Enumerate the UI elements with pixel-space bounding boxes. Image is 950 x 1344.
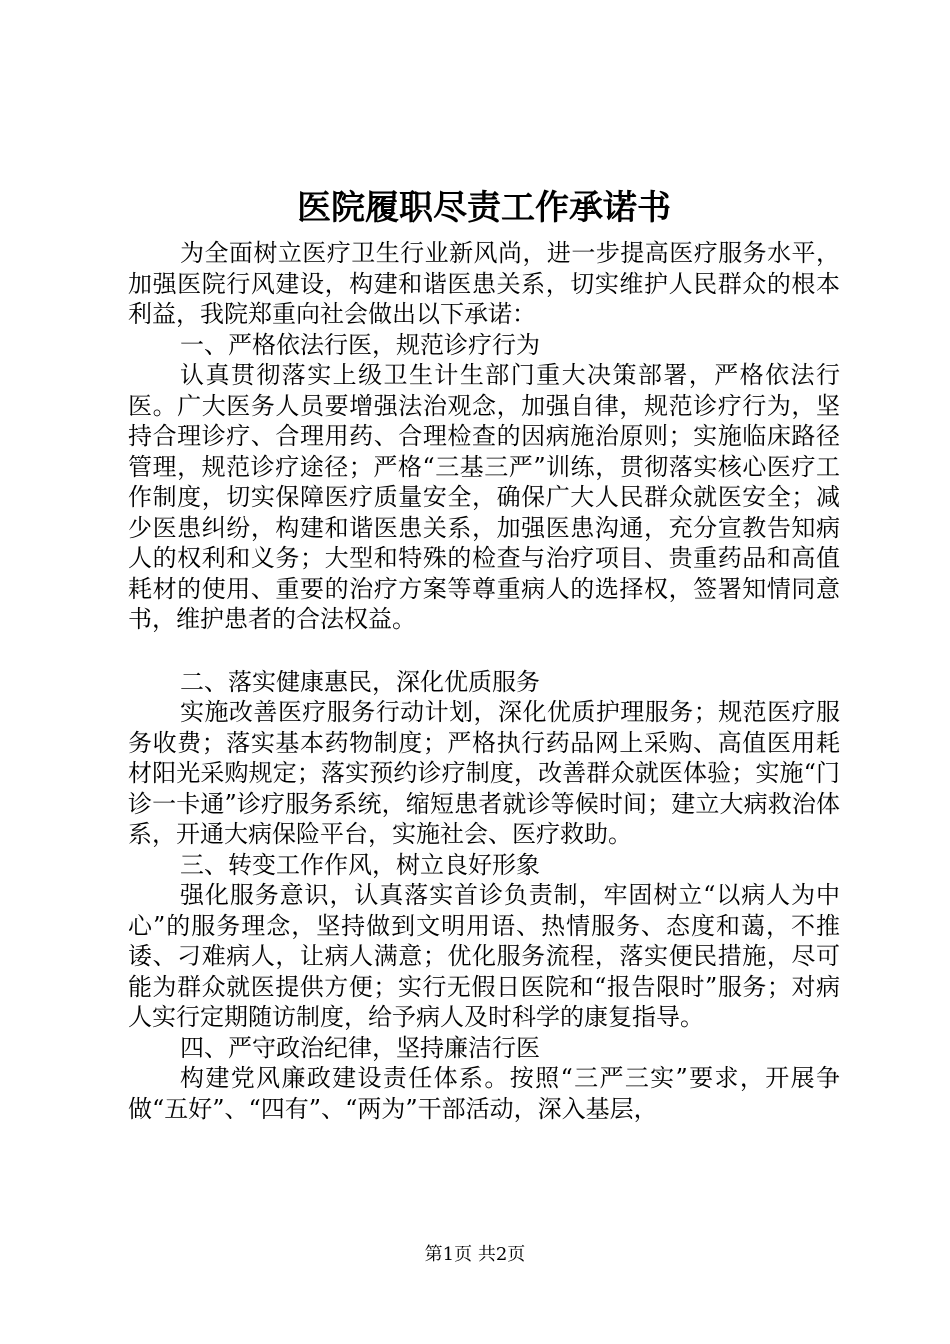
intro-paragraph: 为全面树立医疗卫生行业新风尚，进一步提高医疗服务水平，加强医院行风建设，构建和谐医患关系，切实维护人民群众的根本利益，我院郑重向社会做出以下承诺：: [128, 239, 840, 328]
section-1-body: 认真贯彻落实上级卫生计生部门重大决策部署，严格依法行医。广大医务人员要增强法治观念，加强自律，规范诊疗行为，坚持合理诊疗、合理用药、合理检查的因病施治原则；实施临床路径管理，规范诊疗途径；严格“三基三严”训练，贯彻落实核心医疗工作制度，切实保障医疗质量安全，确保广大人民群众就医安全；减少医患纠纷，构建和谐医患关系，加强医患沟通，充分宣教告知病人的权利和义务；大型和特殊的检查与治疗项目、贵重药品和高值耗材的使用、重要的治疗方案等尊重病人的选择权，签署知情同意书，维护患者的合法权益。: [128, 361, 840, 633]
section-1-heading: 一、严格依法行医，规范诊疗行为: [180, 330, 540, 359]
section-2-body: 实施改善医疗服务行动计划，深化优质护理服务；规范医疗服务收费；落实基本药物制度；严格执行药品网上采购、高值医用耗材阳光采购规定；落实预约诊疗制度，改善群众就医体验；实施“门诊一卡通”诊疗服务系统，缩短患者就诊等候时间；建立大病救治体系，开通大病保险平台，实施社会、医疗救助。: [128, 698, 840, 848]
paragraph-spacer: [128, 635, 840, 667]
page-number-footer: 第1页 共2页: [424, 1244, 526, 1265]
section-4-body: 构建党风廉政建设责任体系。按照“三严三实”要求，开展争做“五好”、“四有”、“两为”干部活动，深入基层，: [128, 1064, 840, 1123]
document-body: [128, 184, 840, 1124]
section-3-body: 强化服务意识，认真落实首诊负责制，牢固树立“以病人为中心”的服务理念，坚持做到文明用语、热情服务、态度和蔼，不推诿、刁难病人，让病人满意；优化服务流程，落实便民措施，尽可能为群众就医提供方便；实行无假日医院和“报告限时”服务；对病人实行定期随访制度，给予病人及时科学的康复指导。: [128, 881, 840, 1031]
document-title: 医院履职尽责工作承诺书: [297, 188, 671, 228]
section-3-heading: 三、转变工作作风，树立良好形象: [180, 850, 540, 879]
section-2-heading: 二、落实健康惠民，深化优质服务: [180, 667, 540, 696]
section-4-heading: 四、严守政治纪律，坚持廉洁行医: [180, 1033, 540, 1062]
